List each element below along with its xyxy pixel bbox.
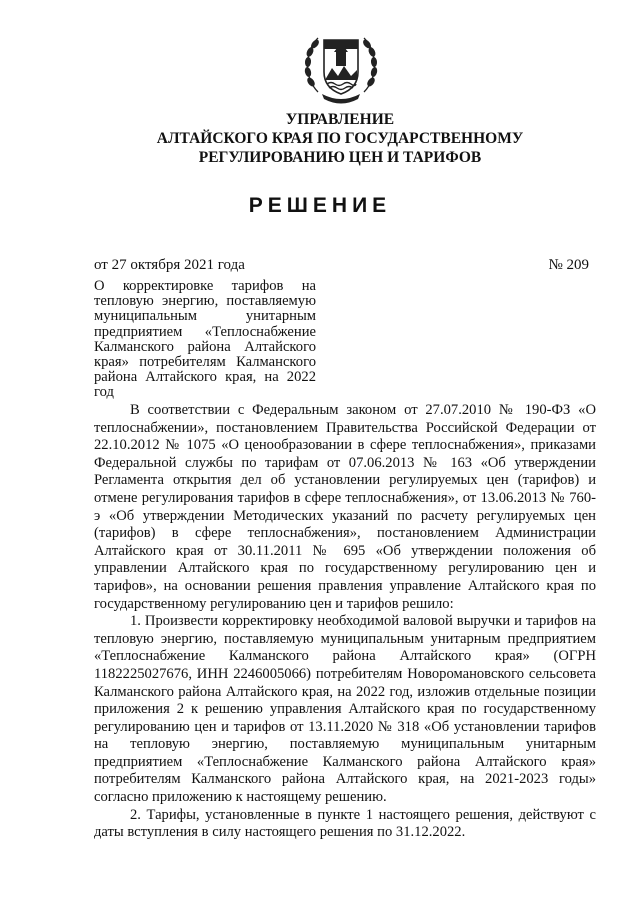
- org-line: АЛТАЙСКОГО КРАЯ ПО ГОСУДАРСТВЕННОМУ: [156, 130, 524, 147]
- organization-name: [60, 110, 620, 167]
- org-line: УПРАВЛЕНИЕ: [285, 111, 395, 128]
- body-paragraph: 1. Произвести корректировку необходимой валовой выручки и тарифов на тепловую энергию, поставляемую муниципальным унитарным предприятием «Теплоснабжение Калманского района Алтайского края» (ОГРН 1182225027676, ИНН 2246005066) потребителям Новоромановского сельсовета Калманского района Алтайского края, на 2022 год, изложив отдельные позиции приложения 2 к решению управления Алтайского края по государственному регулированию цен и тарифов от 13.11.2020 № 318 «Об установлении тарифов на тепловую энергию, поставляемую муниципальным унитарным предприятием «Теплоснабжение Калманского района Алтайского края» потребителям Калманского района Алтайского края, на 2021-2023 годы» согласно приложению к настоящему решению.: [94, 613, 596, 806]
- body-paragraph: 2. Тарифы, установленные в пункте 1 настоящего решения, действуют с даты вступления в силу настоящего решения по 31.12.2022.: [94, 806, 596, 841]
- document-subject: О корректировке тарифов на тепловую энергию, поставляемую муниципальным унитарным предприятием «Теплоснабжение Калманского района Алтайского края» потребителям Калманского района Алтайского края, на 2022 год: [94, 278, 316, 401]
- document-type-title: РЕШЕНИЕ: [248, 194, 392, 217]
- document-date: от 27 октября 2021 года: [94, 257, 245, 273]
- document-number: № 209: [548, 257, 589, 273]
- body-paragraph: В соответствии с Федеральным законом от 27.07.2010 № 190-ФЗ «О теплоснабжении», постановлением Правительства Российской Федерации от 22.10.2012 № 1075 «О ценообразовании в сфере теплоснабжения», приказами Федеральной службы по тарифам от 07.06.2013 № 163 «Об утверждении Регламента открытия дел об установлении регулируемых цен (тарифов) и отмене регулирования тарифов в сфере теплоснабжения», от 13.06.2013 № 760-э «Об утверждении Методических указаний по расчету регулируемых цен (тарифов) в сфере теплоснабжения», постановлением Администрации Алтайского края от 30.11.2011 № 695 «Об утверждении положения об управлении Алтайского края по государственному регулированию цен и тарифов», на основании решения правления управление Алтайского края по государственному регулированию цен и тарифов решило:: [94, 402, 596, 612]
- document-body: [94, 402, 596, 842]
- coat-of-arms-icon: [298, 22, 384, 108]
- org-line: РЕГУЛИРОВАНИЮ ЦЕН И ТАРИФОВ: [198, 149, 482, 166]
